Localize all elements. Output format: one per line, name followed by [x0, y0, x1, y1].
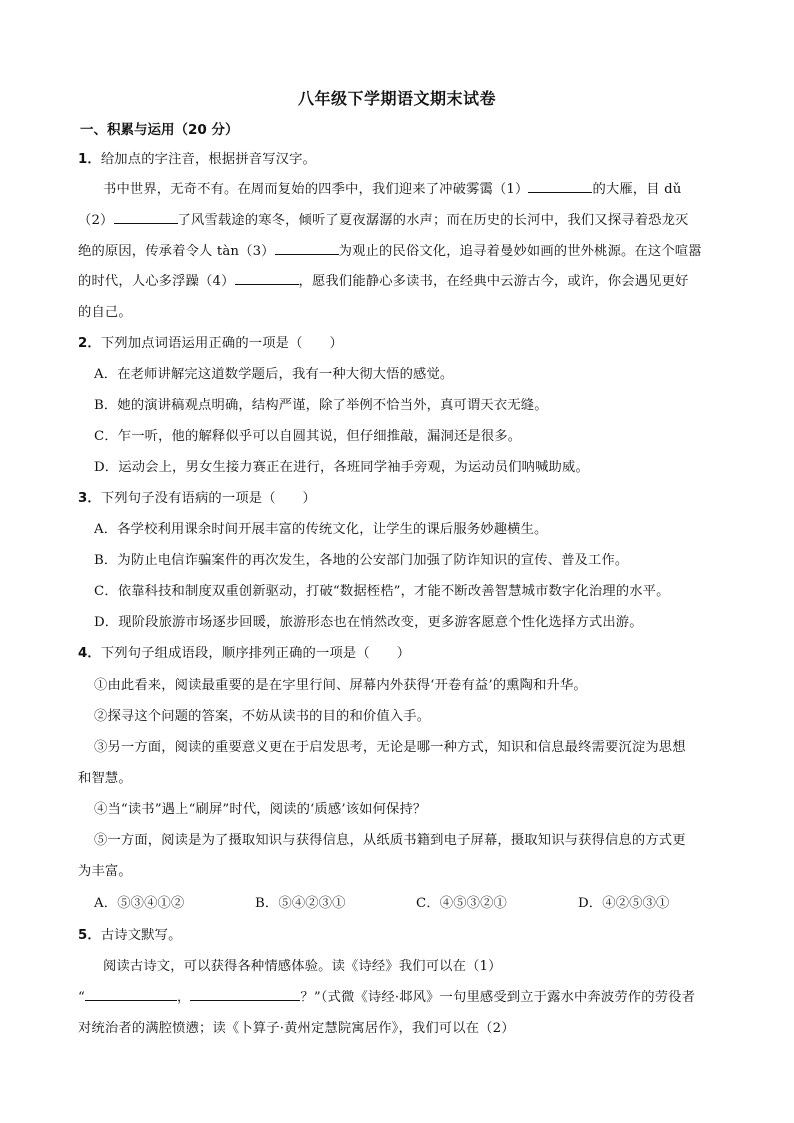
question-5-stem	[78, 924, 182, 943]
question-4-stem	[78, 642, 410, 661]
question-5-passage-line: 对统治者的满腔愤懑；读《卜算子·黄州定慧院寓居作》，我们可以在（2）	[78, 1021, 515, 1036]
question-3-option-a[interactable]: A．各学校利用课余时间开展丰富的传统文化，让学生的课后服务妙趣横生。	[94, 522, 548, 537]
passage-text: “	[78, 990, 85, 1005]
passage-text: ？”（式微《诗经·邶风》一句里感受到立于露水中奔波劳作的劳役者	[300, 990, 696, 1005]
passage-text: 的时代，人心多浮躁（4）	[78, 274, 235, 289]
question-text: 给加点的字注音，根据拼音写汉字。	[100, 152, 317, 167]
question-text: 下列句子没有语病的一项是（ ）	[100, 491, 317, 506]
question-1-passage-line	[103, 178, 681, 197]
answer-blank[interactable]	[275, 240, 339, 255]
passage-text: 绝的原因，传承着令人 tàn（3）	[78, 244, 275, 259]
passage-text: 的大雁，目 dǔ	[592, 182, 682, 197]
question-3-option-c[interactable]: C．依靠科技和制度双重创新驱动，打破“数据桎梏”，才能不断改善智慧城市数字化治理的水平。	[94, 584, 670, 599]
question-2-stem	[78, 332, 343, 351]
question-2-option-a[interactable]: A．在老师讲解完这道数学题后，我有一种大彻大悟的感觉。	[94, 367, 454, 382]
question-4-answer-a[interactable]: A．⑤③④①②	[94, 896, 185, 911]
answer-blank[interactable]	[528, 178, 592, 193]
answer-blank[interactable]	[235, 270, 299, 285]
sentence-4: ④当“读书”遇上“刷屏”时代，阅读的‘质感’该如何保持？	[94, 802, 427, 817]
question-1-passage-line: 的自己。	[78, 305, 132, 320]
passage-text: 为观止的民俗文化，追寻着曼妙如画的世外桃源。在这个喧嚣	[338, 244, 702, 259]
exam-title: 八年级下学期语文期末试卷	[297, 89, 496, 108]
question-number: 5．	[78, 928, 101, 943]
sentence-3: ③另一方面，阅读的重要意义更在于启发思考，无论是哪一种方式，知识和信息最终需要沉淀为思想	[94, 740, 686, 755]
sentence-3-continued: 和智慧。	[78, 771, 132, 786]
question-5-passage-line	[78, 986, 695, 1005]
answer-blank[interactable]	[114, 209, 178, 224]
sentence-5: ⑤一方面，阅读是为了摄取知识与获得信息，从纸质书籍到电子屏幕，摄取知识与获得信息的方式更	[94, 833, 686, 848]
question-number: 1．	[78, 152, 101, 167]
passage-text: 了风雪载途的寒冬，倾听了夏夜潺潺的水声；而在历史的长河中，我们又探寻着恐龙灭	[177, 213, 689, 228]
question-3-option-d[interactable]: D．现阶段旅游市场逐步回暖，旅游形态也在悄然改变，更多游客愿意个性化选择方式出游。	[94, 615, 643, 630]
question-5-passage-line: 阅读古诗文，可以获得各种情感体验。读《诗经》我们可以在（1）	[103, 959, 502, 974]
question-number: 2．	[78, 336, 101, 351]
question-2-option-b[interactable]: B．她的演讲稿观点明确，结构严谨，除了举例不恰当外，真可谓天衣无缝。	[94, 398, 548, 413]
sentence-1: ①由此看来，阅读最重要的是在字里行间、屏幕内外获得‘开卷有益’的熏陶和升华。	[94, 678, 587, 693]
question-2-option-d[interactable]: D．运动会上，男女生接力赛正在进行，各班同学袖手旁观，为运动员们呐喊助威。	[94, 460, 589, 475]
question-number: 4．	[78, 646, 101, 661]
question-3-option-b[interactable]: B．为防止电信诈骗案件的再次发生，各地的公安部门加强了防诈知识的宣传、普及工作。	[94, 553, 629, 568]
question-1-passage-line	[78, 240, 702, 259]
question-1-passage-line	[78, 270, 689, 289]
section-heading: 一、积累与运用（20 分）	[80, 122, 239, 138]
question-4-answer-c[interactable]: C．④⑤③②①	[416, 896, 508, 911]
question-3-stem	[78, 487, 316, 506]
question-1-stem	[78, 148, 316, 167]
answer-blank[interactable]	[85, 986, 177, 1001]
sentence-5-continued: 为丰富。	[78, 864, 132, 879]
question-number: 3．	[78, 491, 101, 506]
answer-blank[interactable]	[190, 986, 300, 1001]
passage-text: 书中世界，无奇不有。在周而复始的四季中，我们迎来了冲破雾霭（1）	[103, 182, 529, 197]
question-4-answer-b[interactable]: B．⑤④②③①	[255, 896, 346, 911]
passage-text: ，愿我们能静心多读书，在经典中云游古今，或许，你会遇见更好	[298, 274, 689, 289]
question-1-passage-line	[78, 209, 689, 228]
question-4-answer-d[interactable]: D．④②⑤③①	[578, 896, 670, 911]
question-text: 古诗文默写。	[100, 928, 182, 943]
sentence-2: ②探寻这个问题的答案，不妨从读书的目的和价值入手。	[94, 709, 431, 724]
passage-text: ，	[176, 990, 191, 1005]
passage-text: （2）	[78, 213, 114, 228]
question-text: 下列加点词语运用正确的一项是（ ）	[100, 336, 343, 351]
question-text: 下列句子组成语段，顺序排列正确的一项是（ ）	[100, 646, 411, 661]
question-2-option-c[interactable]: C．乍一听，他的解释似乎可以自圆其说，但仔细推敲，漏洞还是很多。	[94, 429, 522, 444]
